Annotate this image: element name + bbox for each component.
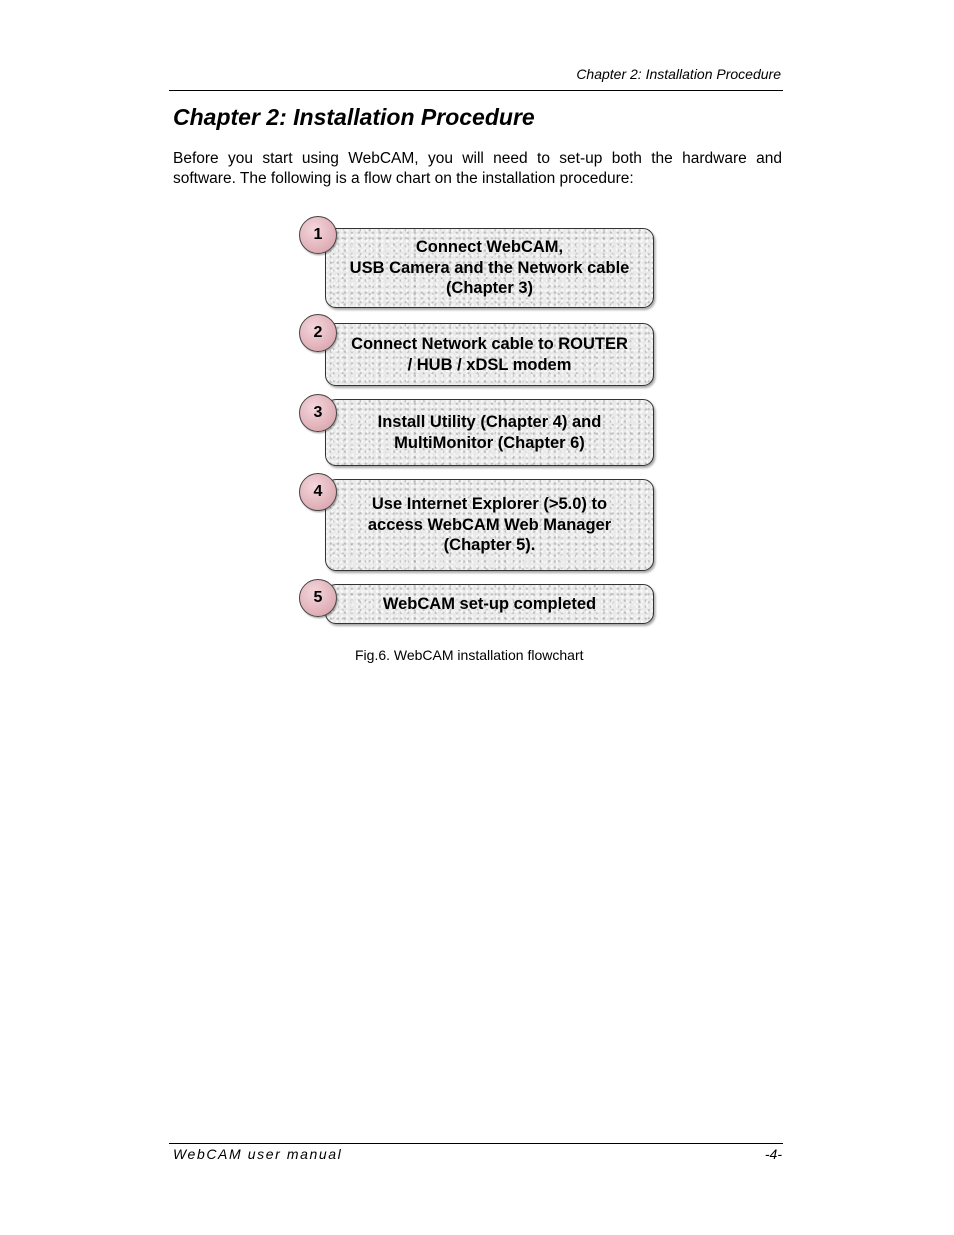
chapter-title: Chapter 2: Installation Procedure bbox=[173, 104, 535, 130]
footer-manual-name: WebCAM user manual bbox=[173, 1146, 343, 1162]
flow-step-2-badge: 2 bbox=[299, 314, 337, 352]
flow-step-4-text: Use Internet Explorer (>5.0) to access WebCAM Web Manager (Chapter 5). bbox=[367, 495, 612, 555]
footer-page-number: -4- bbox=[764, 1146, 782, 1162]
figure-caption: Fig.6. WebCAM installation flowchart bbox=[355, 647, 584, 663]
flow-step-4-badge: 4 bbox=[299, 473, 337, 511]
flow-step-5-badge: 5 bbox=[299, 579, 337, 617]
flow-step-3-text: Install Utility (Chapter 4) and MultiMonitor (Chapter 6) bbox=[377, 413, 602, 452]
flow-step-2-text: Connect Network cable to ROUTER / HUB / xDSL modem bbox=[351, 335, 628, 374]
flow-step-3-box bbox=[325, 399, 654, 466]
intro-paragraph: Before you start using WebCAM, you will need to set-up both the hardware and software. The following is a flow chart on the installation procedure: bbox=[173, 150, 782, 187]
flow-step-2-box bbox=[325, 323, 654, 386]
running-header: Chapter 2: Installation Procedure bbox=[576, 66, 781, 82]
flow-step-4-box bbox=[325, 479, 654, 571]
flow-step-3-badge: 3 bbox=[299, 394, 337, 432]
flow-step-5-text: WebCAM set-up completed bbox=[382, 594, 597, 613]
footer-rule bbox=[169, 1143, 783, 1144]
flow-step-1-text: Connect WebCAM, USB Camera and the Network cable (Chapter 3) bbox=[349, 238, 630, 298]
header-rule bbox=[169, 90, 783, 91]
flow-step-1-box bbox=[325, 228, 654, 308]
flow-step-5-box bbox=[325, 584, 654, 624]
flow-step-1-badge: 1 bbox=[299, 216, 337, 254]
